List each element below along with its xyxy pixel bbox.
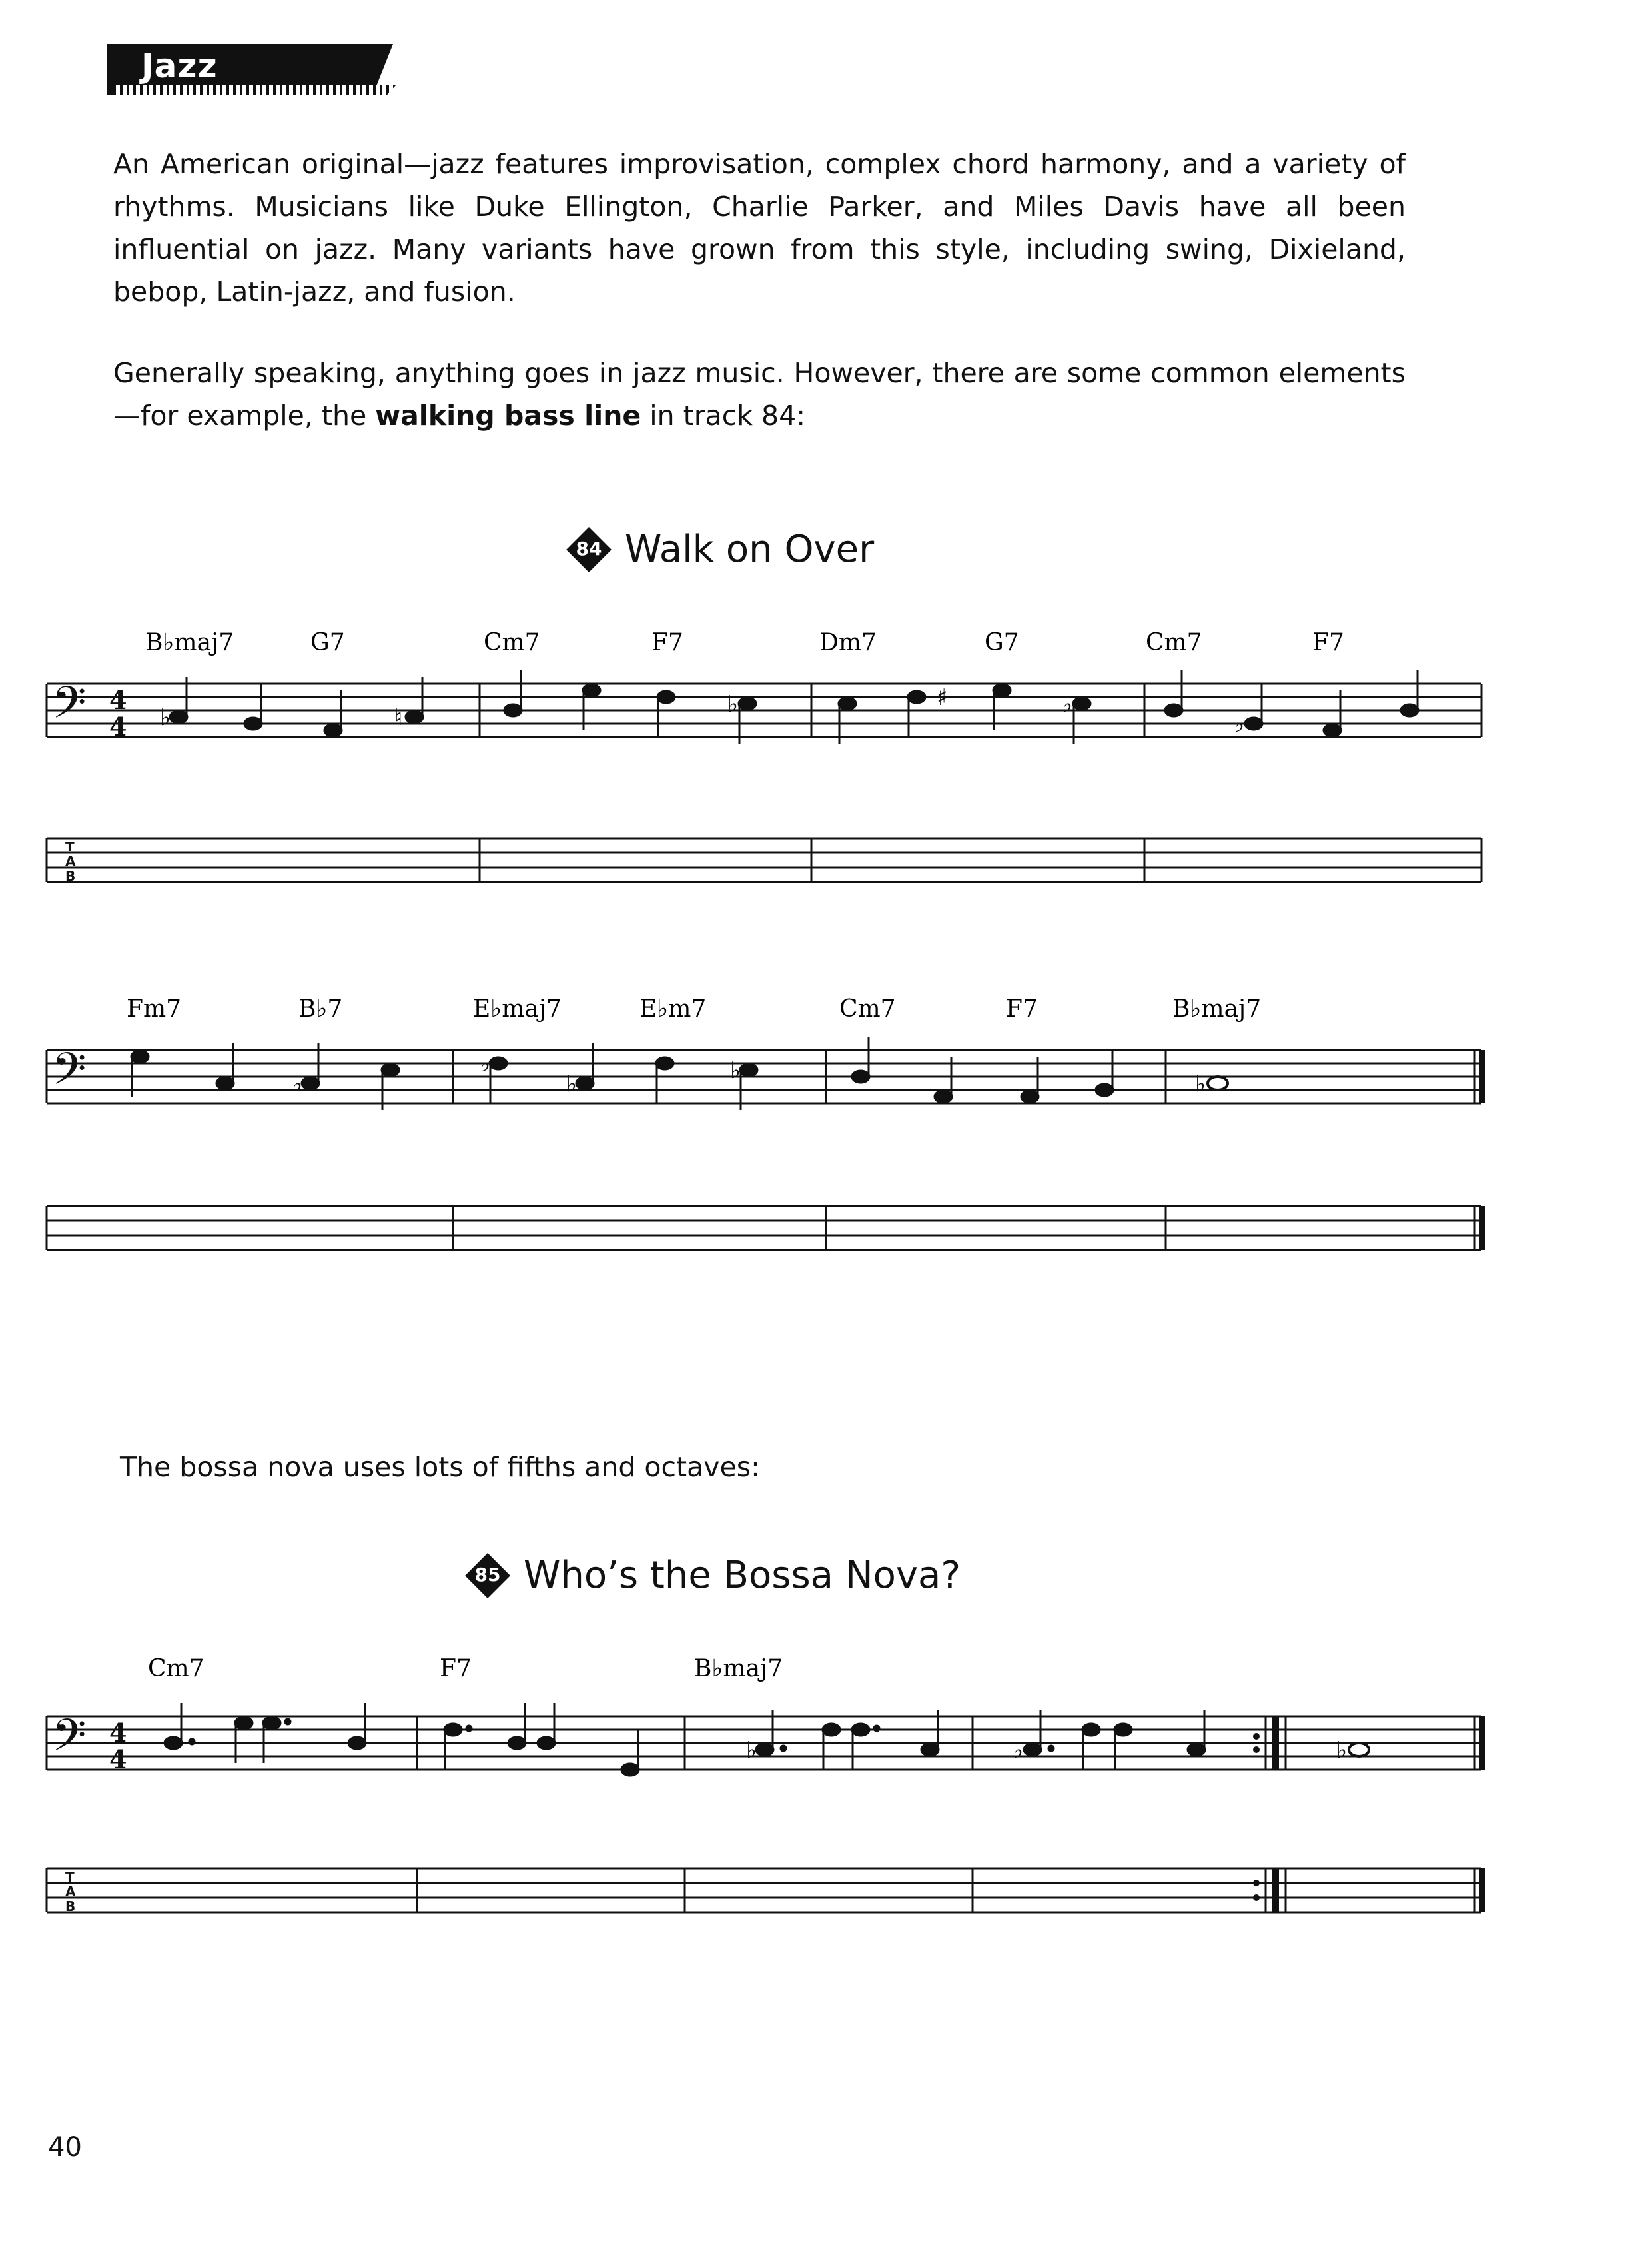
notation-svg (40, 993, 1532, 1273)
tab-staff (47, 1206, 1481, 1250)
time-signature (109, 1718, 127, 1774)
note-heads (165, 1703, 1369, 1776)
svg-text:B: B (65, 868, 76, 884)
chord-symbol: F7 (1312, 629, 1344, 656)
chord-symbols (145, 629, 1344, 656)
svg-text:♭: ♭ (730, 1057, 741, 1084)
chord-symbol: G7 (985, 629, 1019, 656)
song-title-walk-on-over (568, 528, 874, 571)
notation-svg (40, 1652, 1532, 1946)
bass-clef-icon (52, 1710, 86, 1772)
intro-p2-text-b: in track 84: (641, 400, 806, 432)
svg-text:T: T (65, 1869, 75, 1885)
music-system-walk-line1 (40, 626, 1532, 906)
svg-text:♭: ♭ (1195, 1071, 1206, 1097)
repeat-dots (1253, 1880, 1260, 1901)
svg-text:4: 4 (109, 1718, 127, 1748)
final-barline (1479, 1868, 1485, 1912)
song-title-text: Walk on Over (625, 528, 875, 571)
svg-text:4: 4 (109, 1744, 127, 1774)
track-badge-84 (568, 528, 610, 571)
walking-bass-line-term: walking bass line (375, 400, 641, 432)
repeat-barline (1272, 1868, 1279, 1912)
chord-symbol: B♭maj7 (1172, 995, 1262, 1023)
chord-symbol: B♭maj7 (145, 629, 234, 656)
repeat-barline (1272, 1716, 1279, 1770)
bass-clef-icon (52, 1043, 86, 1105)
chord-symbol: F7 (651, 629, 683, 656)
tab-staff (47, 1868, 1481, 1912)
chord-symbol: B♭7 (298, 995, 343, 1023)
chord-symbol: Fm7 (127, 995, 182, 1023)
tab-label (65, 1869, 76, 1914)
chord-symbol: Cm7 (1146, 629, 1202, 656)
chord-symbol: G7 (310, 629, 345, 656)
final-barline (1479, 1050, 1485, 1103)
svg-text:♭: ♭ (292, 1071, 303, 1097)
song-title-text: Who’s the Bossa Nova? (524, 1554, 961, 1597)
chord-symbol: Cm7 (148, 1655, 205, 1682)
final-barline (1479, 1716, 1485, 1770)
notation-svg (40, 626, 1532, 906)
intro-paragraph-1: An American original—jazz features improvisation, complex chord harmony, and a variety of rhythms. Musicians like Duke Ellington, Charlie Parker, and Miles Davis have all been influential on jazz. Many variants have grown from this style, including swing, Dixieland, bebop, Latin-jazz, and fusion. (113, 148, 1406, 308)
final-barline (1479, 1206, 1485, 1250)
track-number: 85 (474, 1563, 501, 1586)
intro-p2-text-a: Generally speaking, anything goes in jazz music. However, there are some common elements—for example, the (113, 357, 1406, 432)
chord-symbol: E♭m7 (639, 995, 707, 1023)
note-heads (170, 670, 1418, 744)
svg-text:♭: ♭ (480, 1051, 491, 1077)
svg-text:♭: ♭ (1062, 691, 1073, 718)
section-title: Jazz (141, 47, 218, 85)
chord-symbol: F7 (440, 1655, 472, 1682)
svg-text:A: A (65, 853, 76, 869)
svg-text:♭: ♭ (1013, 1737, 1024, 1764)
chord-symbol: E♭maj7 (473, 995, 562, 1023)
chord-symbol: B♭maj7 (694, 1655, 783, 1682)
music-system-walk-line2 (40, 993, 1532, 1273)
chord-symbols (127, 995, 1261, 1023)
svg-text:4: 4 (109, 712, 127, 742)
section-header-stripe (116, 85, 396, 95)
track-number: 84 (576, 537, 602, 560)
svg-text:♭: ♭ (746, 1737, 757, 1764)
section-header-tab (107, 44, 400, 95)
svg-text:♭: ♭ (160, 704, 171, 731)
svg-text:♮: ♮ (394, 704, 403, 731)
svg-text:♭: ♭ (566, 1071, 578, 1097)
intro-paragraph-2 (113, 352, 1406, 437)
tab-staff (47, 838, 1481, 882)
time-signature (109, 685, 127, 742)
svg-text:4: 4 (109, 685, 127, 715)
bass-staff (47, 1050, 1481, 1103)
chord-symbol: Dm7 (819, 629, 877, 656)
chord-symbols (148, 1655, 783, 1682)
chord-symbol: F7 (1006, 995, 1038, 1023)
svg-text:B: B (65, 1898, 76, 1914)
bossa-intro-text: The bossa nova uses lots of fifths and octaves: (120, 1451, 760, 1483)
chord-symbol: Cm7 (484, 629, 540, 656)
svg-text:♭: ♭ (1234, 711, 1245, 738)
svg-text:♭: ♭ (1336, 1737, 1348, 1764)
svg-text:T: T (65, 839, 75, 855)
bass-clef-icon (52, 677, 86, 739)
track-badge-85 (466, 1554, 509, 1597)
svg-text:A: A (65, 1884, 76, 1900)
svg-text:𝄢: 𝄢 (52, 677, 87, 739)
svg-text:𝄢: 𝄢 (52, 1710, 87, 1772)
page-number: 40 (48, 2132, 82, 2163)
svg-text:𝄢: 𝄢 (52, 1043, 87, 1105)
chord-symbol: Cm7 (839, 995, 896, 1023)
music-system-bossa (40, 1652, 1532, 1946)
svg-text:♯: ♯ (937, 684, 948, 711)
tab-label (65, 839, 76, 884)
song-title-bossa-nova (466, 1554, 961, 1597)
svg-text:♭: ♭ (727, 691, 739, 718)
